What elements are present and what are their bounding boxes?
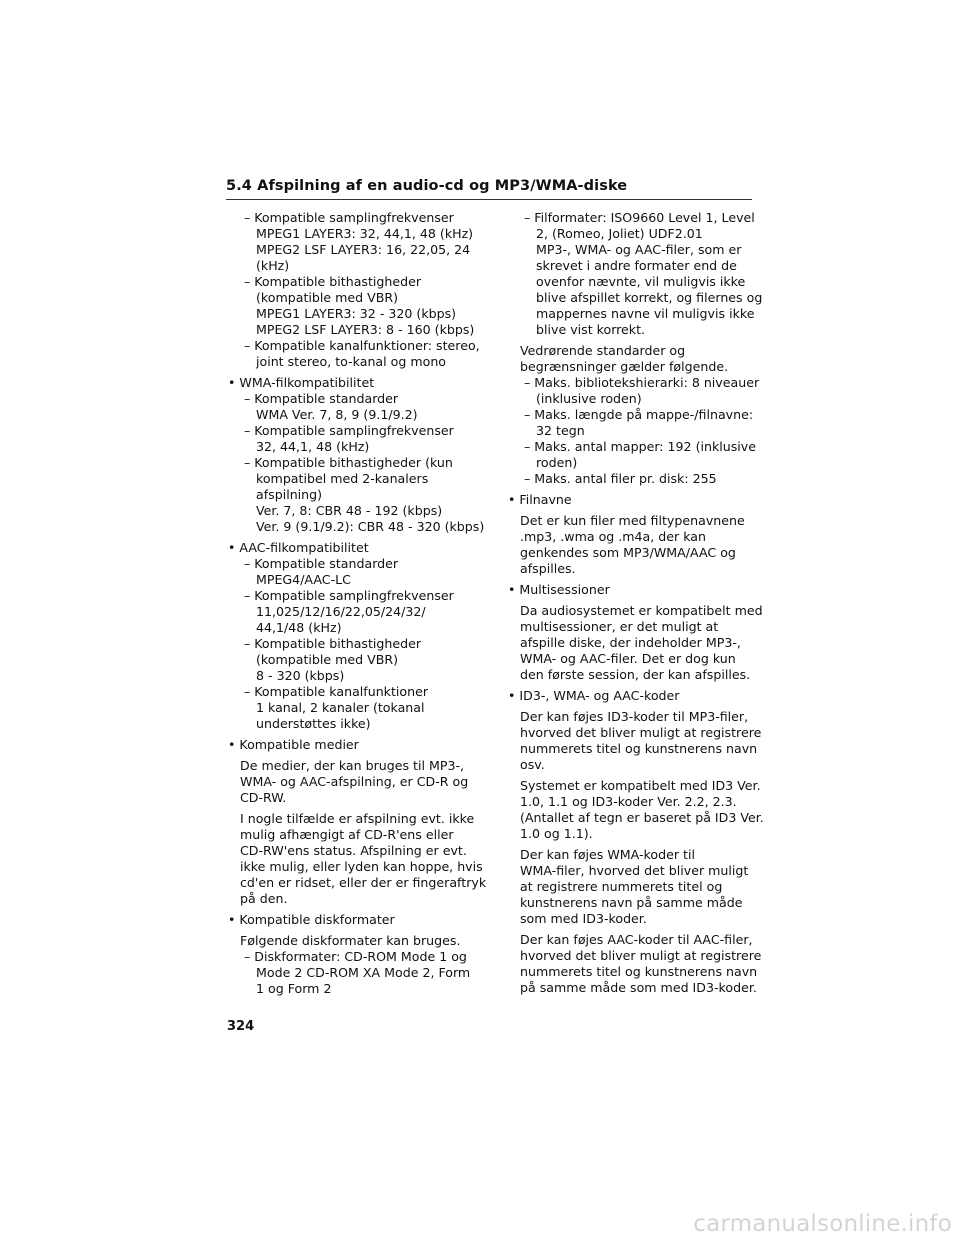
text-line: Der kan føjes AAC-koder til AAC-filer,	[520, 932, 753, 947]
text-line: på den.	[240, 891, 288, 906]
text-line: afspilles.	[520, 561, 576, 576]
text-line: Det er kun filer med filtypenavnene	[520, 513, 745, 528]
text-line: ovenfor nævnte, vil muligvis ikke	[536, 274, 746, 289]
text-line: MPEG4/AAC-LC	[256, 572, 351, 587]
text-line: – Maks. antal mapper: 192 (inklusive	[524, 439, 756, 454]
text-line: MPEG1 LAYER3: 32 - 320 (kbps)	[256, 306, 457, 321]
text-line: Da audiosystemet er kompatibelt med	[520, 603, 763, 618]
text-line: begrænsninger gælder følgende.	[520, 359, 729, 374]
text-line: Der kan føjes WMA-koder til	[520, 847, 695, 862]
text-line: 1 og Form 2	[256, 981, 332, 996]
text-line: MPEG2 LSF LAYER3: 16, 22,05, 24	[256, 242, 471, 257]
text-line: 32 tegn	[536, 423, 585, 438]
text-line: at registrere nummerets titel og	[520, 879, 723, 894]
text-line: • Filnavne	[508, 492, 572, 507]
text-line: multisessioner, er det muligt at	[520, 619, 719, 634]
text-line: hvorved det bliver muligt at registrere	[520, 725, 762, 740]
text-line: MPEG2 LSF LAYER3: 8 - 160 (kbps)	[256, 322, 475, 337]
text-line: Følgende diskformater kan bruges.	[240, 933, 461, 948]
text-line: hvorved det bliver muligt at registrere	[520, 948, 762, 963]
text-line: – Kompatible bithastigheder	[244, 636, 422, 651]
text-line: Systemet er kompatibelt med ID3 Ver.	[520, 778, 761, 793]
text-line: 1.0, 1.1 og ID3-koder Ver. 2.2, 2.3.	[520, 794, 737, 809]
text-line: 2, (Romeo, Joliet) UDF2.01	[536, 226, 703, 241]
text-line: ikke mulig, eller lyden kan hoppe, hvis	[240, 859, 483, 874]
text-line: 32, 44,1, 48 (kHz)	[256, 439, 370, 454]
text-line: understøttes ikke)	[256, 716, 371, 731]
text-line: • Multisessioner	[508, 582, 610, 597]
text-line: afspilning)	[256, 487, 323, 502]
text-line: roden)	[536, 455, 578, 470]
text-line: Mode 2 CD-ROM XA Mode 2, Form	[256, 965, 471, 980]
header-divider	[226, 199, 752, 200]
right-column	[508, 210, 764, 996]
text-line: cd'en er ridset, eller der er fingeraftryk	[240, 875, 487, 890]
text-line: 11,025/12/16/22,05/24/32/	[256, 604, 426, 619]
text-line: .mp3, .wma og .m4a, der kan	[520, 529, 706, 544]
text-line: De medier, der kan bruges til MP3-,	[240, 758, 465, 773]
text-line: (Antallet af tegn er baseret på ID3 Ver.	[520, 810, 764, 825]
text-line: Ver. 7, 8: CBR 48 - 192 (kbps)	[256, 503, 443, 518]
text-line: – Kompatible standarder	[244, 391, 399, 406]
text-line: afspille diske, der indeholder MP3-,	[520, 635, 741, 650]
text-line: – Maks. længde på mappe-/filnavne:	[524, 407, 754, 422]
text-line: • Kompatible medier	[228, 737, 359, 752]
text-line: • WMA-filkompatibilitet	[228, 375, 375, 390]
text-line: osv.	[520, 757, 545, 772]
text-line: WMA- og AAC-afspilning, er CD-R og	[240, 774, 469, 789]
text-line: blive afspillet korrekt, og filernes og	[536, 290, 763, 305]
text-line: WMA Ver. 7, 8, 9 (9.1/9.2)	[256, 407, 418, 422]
text-line: genkendes som MP3/WMA/AAC og	[520, 545, 736, 560]
text-line: – Kompatible bithastigheder	[244, 274, 422, 289]
text-line: • Kompatible diskformater	[228, 912, 395, 927]
text-line: • AAC-filkompatibilitet	[228, 540, 369, 555]
text-line: blive vist korrekt.	[536, 322, 646, 337]
text-line: (kompatible med VBR)	[256, 290, 399, 305]
text-line: Ver. 9 (9.1/9.2): CBR 48 - 320 (kbps)	[256, 519, 485, 534]
text-line: – Filformater: ISO9660 Level 1, Level	[524, 210, 755, 225]
text-line: nummerets titel og kunstnerens navn	[520, 741, 758, 756]
text-line: skrevet i andre formater end de	[536, 258, 737, 273]
text-line: I nogle tilfælde er afspilning evt. ikke	[240, 811, 475, 826]
section-title: 5.4 Afspilning af en audio-cd og MP3/WMA-diske	[226, 178, 628, 194]
watermark-text: carmanualsonline.info	[693, 1211, 952, 1237]
text-line: kunstnerens navn på samme måde	[520, 895, 743, 910]
text-line: Der kan føjes ID3-koder til MP3-filer,	[520, 709, 749, 724]
text-line: – Kompatible samplingfrekvenser	[244, 210, 454, 225]
text-line: joint stereo, to-kanal og mono	[256, 354, 447, 369]
text-line: • ID3-, WMA- og AAC-koder	[508, 688, 680, 703]
text-line: 1 kanal, 2 kanaler (tokanal	[256, 700, 425, 715]
page-number: 324	[227, 1019, 255, 1034]
text-line: (kHz)	[256, 258, 290, 273]
left-column	[228, 210, 487, 997]
text-line: på samme måde som med ID3-koder.	[520, 980, 757, 995]
text-line: MPEG1 LAYER3: 32, 44,1, 48 (kHz)	[256, 226, 474, 241]
text-line: den første session, der kan afspilles.	[520, 667, 751, 682]
text-line: – Kompatible kanalfunktioner: stereo,	[244, 338, 480, 353]
text-line: mappernes navne vil muligvis ikke	[536, 306, 755, 321]
text-line: – Maks. bibliotekshierarki: 8 niveauer	[524, 375, 760, 390]
text-line: WMA-filer, hvorved det bliver muligt	[520, 863, 749, 878]
text-line: – Kompatible standarder	[244, 556, 399, 571]
text-line: WMA- og AAC-filer. Det er dog kun	[520, 651, 736, 666]
text-line: kompatibel med 2-kanalers	[256, 471, 429, 486]
text-line: CD-RW.	[240, 790, 287, 805]
text-line: nummerets titel og kunstnerens navn	[520, 964, 758, 979]
text-line: 8 - 320 (kbps)	[256, 668, 345, 683]
text-line: 44,1/48 (kHz)	[256, 620, 342, 635]
text-line: Vedrørende standarder og	[520, 343, 686, 358]
text-line: MP3-, WMA- og AAC-filer, som er	[536, 242, 742, 257]
text-line: (inklusive roden)	[536, 391, 642, 406]
text-line: – Kompatible samplingfrekvenser	[244, 588, 454, 603]
text-line: (kompatible med VBR)	[256, 652, 399, 667]
text-line: – Kompatible samplingfrekvenser	[244, 423, 454, 438]
text-line: – Diskformater: CD-ROM Mode 1 og	[244, 949, 467, 964]
text-line: 1.0 og 1.1).	[520, 826, 593, 841]
text-line: CD-RW'ens status. Afspilning er evt.	[240, 843, 467, 858]
page-header	[226, 178, 752, 200]
text-line: – Maks. antal filer pr. disk: 255	[524, 471, 717, 486]
text-line: – Kompatible bithastigheder (kun	[244, 455, 453, 470]
text-line: mulig afhængigt af CD-R'ens eller	[240, 827, 454, 842]
text-line: – Kompatible kanalfunktioner	[244, 684, 429, 699]
text-line: som med ID3-koder.	[520, 911, 647, 926]
